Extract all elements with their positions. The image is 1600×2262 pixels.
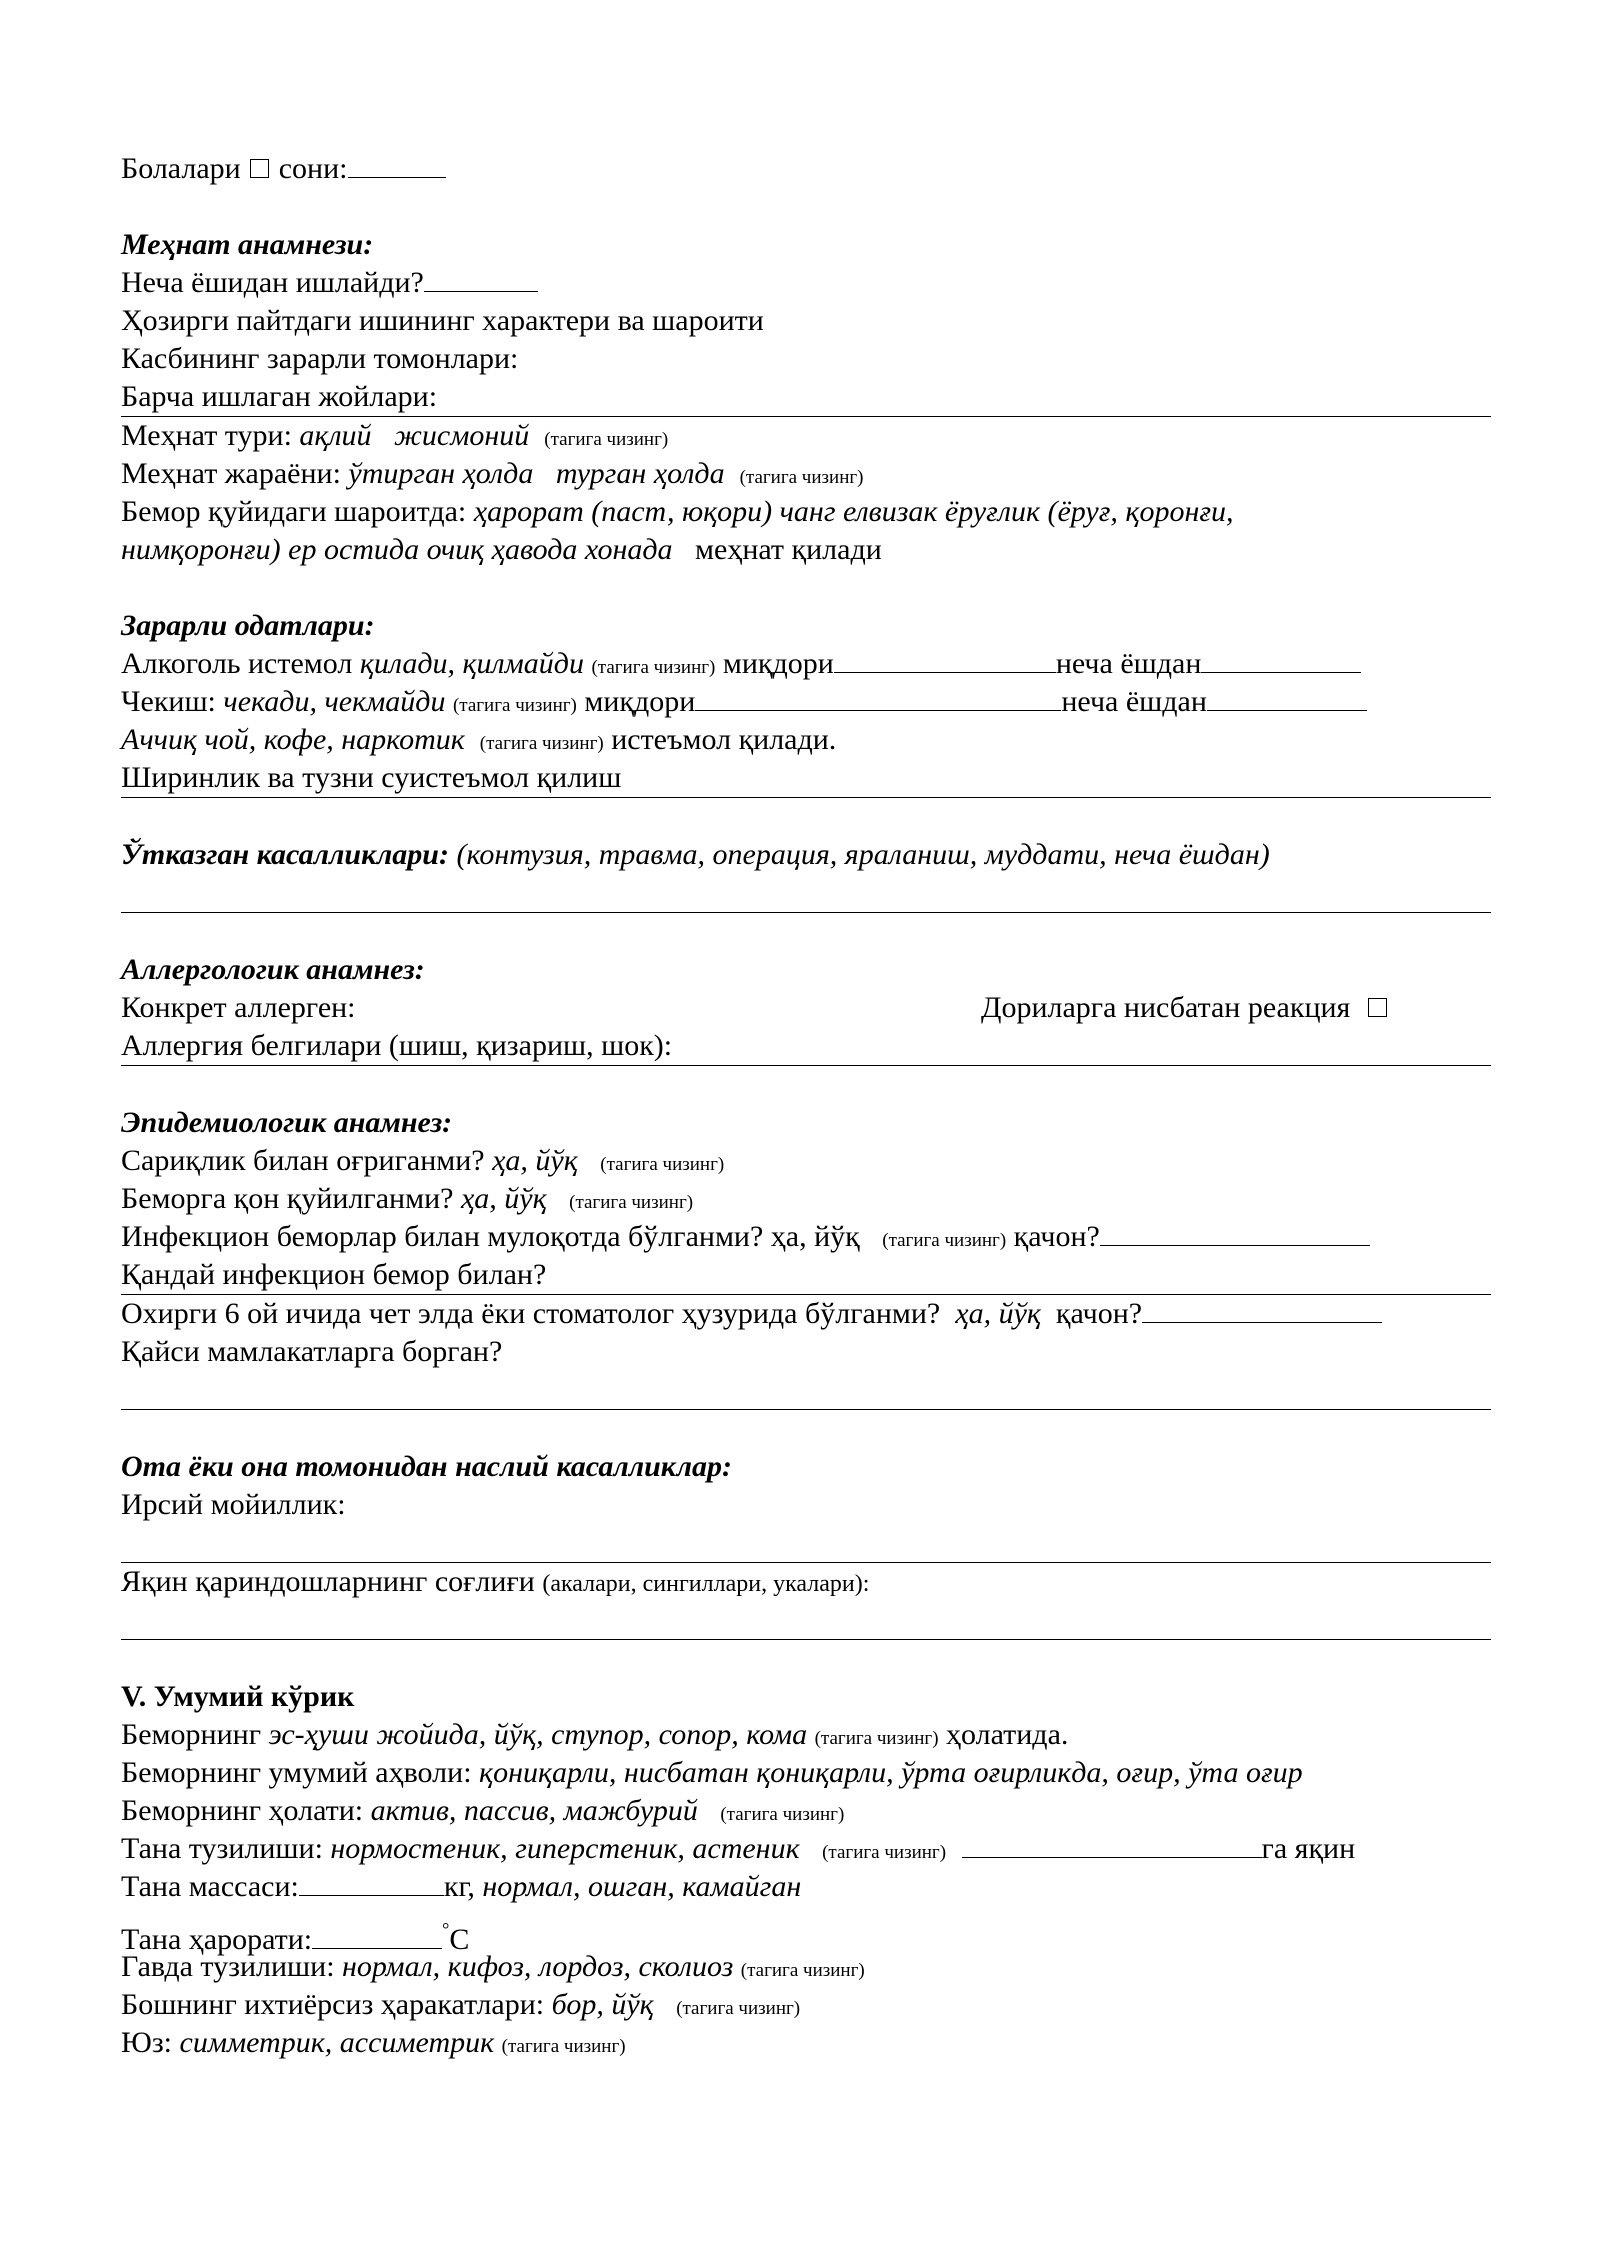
degree-sign: ° [442,1919,450,1939]
children-label: Болалари [121,152,241,185]
work-type-label: Меҳнат тури: [121,419,292,452]
work-conditions-line-2 [121,531,1491,569]
epid-q1-options[interactable]: ҳа, йўқ [492,1144,578,1177]
allergy-title: Аллергологик анамнез: [121,953,425,986]
exam-options[interactable]: бор, йўқ [551,1988,654,2021]
work-conditions-end: меҳнат қилади [695,533,882,566]
body-type-blank[interactable] [962,1831,1262,1858]
exam-line-end: ҳолатида. [946,1718,1069,1751]
work-process-label: Меҳнат жараёни: [121,457,341,490]
alcohol-options[interactable]: қилади, қилмайди [359,647,584,680]
exam-general-state-line [121,1754,1491,1792]
children-count-blank[interactable] [348,151,446,178]
work-current: Ҳозирги пайтдаги ишининг характери ва шароити [121,304,764,337]
work-type-line [121,417,1491,455]
exam-options[interactable]: қониқарли, нисбатан қониқарли, ўрта оғирликда, оғир, ўта оғир [479,1756,1303,1789]
underline-note: (тагига чизинг) [600,1154,725,1175]
underline-note: (тагига чизинг) [740,1960,865,1981]
work-conditions-options[interactable]: нимқоронғи) ер остида очиқ ҳавода хонада [121,533,673,566]
underline-note: (тагига чизинг) [720,1804,845,1825]
work-places: Барча ишлаган жойлари: [121,378,1491,417]
smoking-amount-blank[interactable] [695,684,1061,711]
sweet-salt-line: Ширинлик ва тузни суистеъмол қилиш [121,759,1491,798]
work-conditions-options[interactable]: ҳарорат (паст, юқори) чанг елвизак ёруғлик (ёруғ, қоронғи, [473,495,1234,528]
epid-q1-line [121,1142,1491,1180]
work-type-option[interactable]: жисмоний [394,419,530,452]
epid-q3-line [121,1218,1491,1256]
exam-label: Беморнинг ҳолати: [121,1794,364,1827]
exam-head-movement-line [121,1986,1491,2024]
epid-q3-when: қачон? [1013,1220,1100,1253]
relatives-line [121,1563,1491,1601]
past-illness-line [121,836,1491,874]
epid-q5: Охирги 6 ой ичида чет элда ёки стоматолог ҳузурида бўлганми? [121,1297,941,1330]
heredity-prone-answer-line[interactable] [121,1524,1491,1563]
exam-position-line [121,1792,1491,1830]
underline-note: (тагига чизинг) [569,1192,694,1213]
relatives-answer-line[interactable] [121,1601,1491,1640]
epid-q3-when-blank[interactable] [1100,1219,1370,1246]
drug-reaction-label: Дориларга нисбатан реакция [981,991,1351,1024]
underline-note: (тагига чизинг) [591,657,716,678]
underline-note: (тагига чизинг) [676,1998,801,2019]
alcohol-line [121,645,1491,683]
epid-q2-line [121,1180,1491,1218]
relatives-note: (акалари, сингиллари, укалари): [542,1571,870,1597]
epid-answer-line[interactable] [121,1371,1491,1410]
drinks-end: истеъмол қилади. [611,723,837,756]
smoking-options[interactable]: чекади, чекмайди [223,685,446,718]
work-title: Меҳнат анамнези: [121,228,374,261]
weight-blank[interactable] [299,1869,444,1896]
exam-weight-line [121,1868,1491,1906]
work-conditions-label: Бемор қуйидаги шароитда: [121,495,467,528]
past-illness-detail: (контузия, травма, операция, яраланиш, муддати, неча ёшдан) [456,838,1270,871]
epid-q5-line [121,1295,1491,1333]
epid-title: Эпидемиологик анамнез: [121,1106,453,1139]
work-harm: Касбининг зарарли томонлари: [121,342,519,375]
exam-label: Бошнинг ихтиёрсиз ҳаракатлари: [121,1988,545,2021]
exam-title: V. Умумий кўрик [121,1680,355,1713]
habits-title: Зарарли одатлари: [121,609,375,642]
epid-q5-when-blank[interactable] [1142,1296,1382,1323]
underline-note: (тагига чизинг) [452,695,577,716]
underline-note: (тагига чизинг) [882,1230,1007,1251]
alcohol-label: Алкоголь истемол [121,647,353,680]
epid-q4: Қандай инфекцион бемор билан? [121,1256,1491,1295]
exam-face-line [121,2024,1491,2062]
exam-label: Тана массаси: [121,1870,299,1903]
work-process-option[interactable]: турган ҳолда [555,457,725,490]
underline-note: (тагига чизинг) [501,2036,626,2057]
past-illness-answer-line[interactable] [121,874,1491,913]
allergen-label: Конкрет аллерген: [121,991,356,1024]
alcohol-amount-label: миқдори [722,647,834,680]
heredity-title: Ота ёки она томонидан наслий касалликлар: [121,1450,732,1483]
exam-posture-line [121,1948,1491,1986]
underline-note: (тагига чизинг) [479,733,604,754]
smoking-line [121,683,1491,721]
allergy-signs: Аллергия белгилари (шиш, қизариш, шок): [121,1027,1491,1066]
drug-reaction [981,989,1389,1027]
checkbox[interactable] [250,159,269,178]
exam-label: Тана тузилиши: [121,1832,323,1865]
work-process-line [121,455,1491,493]
epid-q1: Сариқлик билан оғриганми? [121,1144,485,1177]
epid-q2-options[interactable]: ҳа, йўқ [460,1182,547,1215]
work-conditions-line [121,493,1491,531]
exam-consciousness-line [121,1716,1491,1754]
children-count-label: сони: [278,152,348,185]
heredity-prone: Ирсий мойиллик: [121,1488,346,1521]
alcohol-since-blank[interactable] [1201,646,1361,673]
exam-options[interactable]: нормал, кифоз, лордоз, сколиоз [342,1950,734,1983]
epid-q2: Беморга қон қуйилганми? [121,1182,454,1215]
form-content [121,150,1491,2062]
work-years-blank[interactable] [424,265,538,292]
work-years-question: Неча ёшидан ишлайди? [121,266,424,299]
smoking-since-label: неча ёшдан [1061,685,1207,718]
underline-note: (тагига чизинг) [544,429,669,450]
drinks-options[interactable]: Аччиқ чой, кофе, наркотик [121,723,465,756]
underline-note: (тагига чизинг) [739,467,864,488]
checkbox[interactable] [1368,998,1387,1017]
exam-options[interactable]: нормостеник, гиперстеник, астеник [330,1832,800,1865]
underline-note: (тагига чизинг) [814,1728,939,1749]
alcohol-since-label: неча ёшдан [1055,647,1202,680]
exam-temperature-line [121,1906,1491,1956]
work-years-line [121,264,1491,302]
exam-label: Гавда тузилиши: [121,1950,335,1983]
drinks-line [121,721,1491,759]
exam-options[interactable]: симметрик, ассиметрик [179,2026,495,2059]
allergen-line [121,989,1491,1027]
exam-label: Тана ҳарорати: [121,1923,313,1956]
underline-note: (тагига чизинг) [822,1842,947,1863]
exam-body-type-line [121,1830,1491,1868]
exam-options[interactable]: актив, пассив, мажбурий [370,1794,698,1827]
relatives-label: Яқин қариндошларнинг соғлиғи [121,1565,535,1598]
smoking-label: Чекиш: [121,685,216,718]
epid-q5-when: қачон? [1055,1297,1143,1330]
children-line [121,150,1491,188]
exam-label: Юз: [121,2026,173,2059]
epid-q5-options[interactable]: ҳа, йўқ [955,1297,1041,1330]
work-type-option[interactable]: ақлий [299,419,372,452]
smoking-amount-label: миқдори [584,685,696,718]
exam-label: Беморнинг умумий аҳволи: [121,1756,472,1789]
exam-line-end: га яқин [1261,1832,1356,1865]
temperature-unit: С [449,1923,470,1956]
exam-label: Беморнинг [121,1718,261,1751]
exam-options[interactable]: нормал, ошган, камайган [482,1870,802,1903]
past-illness-title: Ўтказган касалликлари: [121,838,449,871]
smoking-since-blank[interactable] [1207,684,1367,711]
epid-q6: Қайси мамлакатларга борган? [121,1335,503,1368]
work-process-option[interactable]: ўтирган ҳолда [348,457,534,490]
temperature-blank[interactable] [312,1922,442,1949]
alcohol-amount-blank[interactable] [834,646,1056,673]
weight-unit: кг, [443,1870,475,1903]
exam-options[interactable]: эс-ҳуши жойида, йўқ, ступор, сопор, кома [268,1718,808,1751]
epid-q3: Инфекцион беморлар билан мулоқотда бўлганми? ҳа, йўқ [121,1220,860,1253]
